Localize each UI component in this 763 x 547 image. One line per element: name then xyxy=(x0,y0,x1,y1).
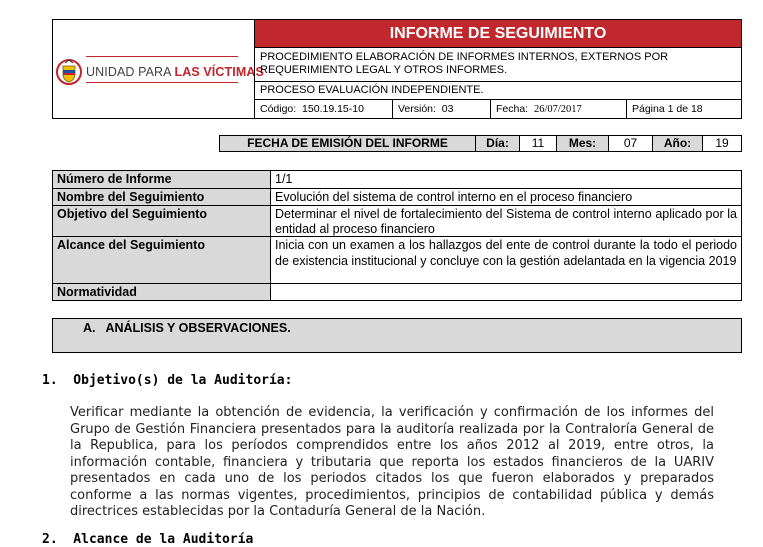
info-value-alcance: Inicia con un examen a los hallazgos del ente de control durante la todo el periodo de existencia institucional y concluye con la gestión adelantada en la vigencia 2019 xyxy=(270,236,742,284)
anio-value: 19 xyxy=(702,135,742,152)
logo-cell xyxy=(52,19,264,119)
logo-text: UNIDAD PARA LAS VÍCTIMAS xyxy=(86,65,264,79)
emission-label: FECHA DE EMISIÓN DEL INFORME xyxy=(219,135,476,152)
pagina-cell: Página 1 de 18 xyxy=(626,99,742,119)
section-a-title: A. ANÁLISIS Y OBSERVACIONES. xyxy=(83,321,291,335)
mes-label: Mes: xyxy=(556,135,609,152)
version-cell: Versión: 03 xyxy=(392,99,491,119)
info-label-nombre: Nombre del Seguimiento xyxy=(52,188,271,206)
procedure-text: PROCEDIMIENTO ELABORACIÓN DE INFORMES INTERNOS, EXTERNOS POR REQUERIMIENTO LEGAL Y OTROS INFORMES. xyxy=(254,47,742,82)
info-label-numero: Número de Informe xyxy=(52,170,271,189)
fecha-cell: Fecha: 26/07/2017 xyxy=(490,99,627,119)
info-value-numero: 1/1 xyxy=(270,170,742,189)
codigo-cell: Código: 150.19.15-10 xyxy=(254,99,393,119)
info-value-normatividad xyxy=(270,283,742,301)
dia-label: Día: xyxy=(475,135,520,152)
section-1-heading: 1. Objetivo(s) de la Auditoría: xyxy=(42,373,293,388)
process-text: PROCESO EVALUACIÓN INDEPENDIENTE. xyxy=(254,81,742,100)
anio-label: Año: xyxy=(652,135,703,152)
section-1-paragraph: Verificar mediante la obtención de evidencia, la verificación y confirmación de los informes del Grupo de Gestión Financiera presentados para la auditoría realizada por la Contraloría General de la Republica, para los períodos comprendidos entre los años 2012 al 2019, entre otros, la información contable, financiera y tributaria que reporta los estados financieros de la UARIV presentados en cada uno de los periodos citados los que fueron elaborados y preparados conforme a las normas vigentes, procedimientos, principios de contabilidad pública y demás directrices establecidas por la Contaduría General de la Nación. xyxy=(70,405,714,519)
info-value-objetivo: Determinar el nivel de fortalecimiento del Sistema de control interno aplicado por la entidad al proceso financiero xyxy=(270,205,742,237)
mes-value: 07 xyxy=(608,135,653,152)
section-2-heading: 2. Alcance de la Auditoría xyxy=(42,532,254,547)
coat-of-arms-icon xyxy=(56,58,82,90)
info-label-alcance: Alcance del Seguimiento xyxy=(52,236,271,284)
logo-rule-bottom xyxy=(86,82,238,83)
logo-rule-top xyxy=(86,56,238,57)
section-a-box xyxy=(52,318,742,353)
info-label-objetivo: Objetivo del Seguimiento xyxy=(52,205,271,237)
info-value-nombre: Evolución del sistema de control interno en el proceso financiero xyxy=(270,188,742,206)
report-title: INFORME DE SEGUIMIENTO xyxy=(254,19,742,48)
dia-value: 11 xyxy=(519,135,557,152)
info-label-normatividad: Normatividad xyxy=(52,283,271,301)
